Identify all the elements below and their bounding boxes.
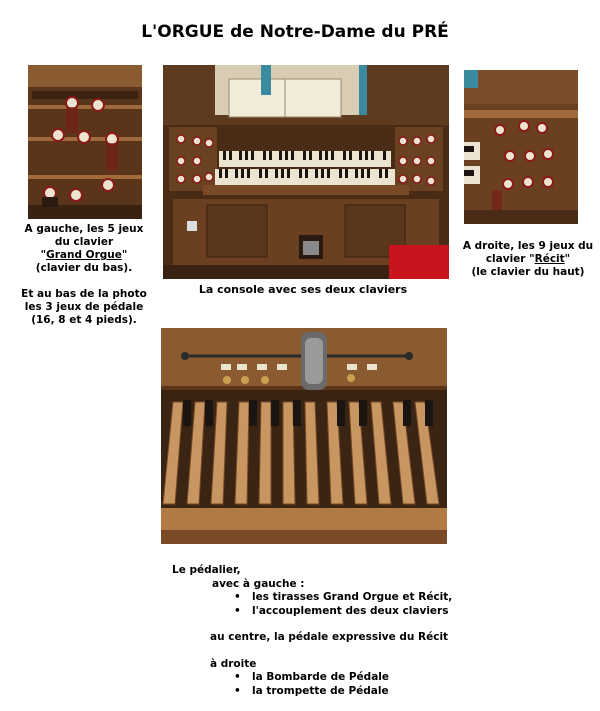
photo-pedalboard (161, 328, 447, 544)
caption-console: La console avec ses deux claviers (198, 283, 408, 296)
caption-recit: A droite, les 9 jeux du clavier "Récit" (le clavier du haut) (462, 240, 594, 278)
caption-grand-orgue: A gauche, les 5 jeux du clavier "Grand Orgue" (clavier du bas). Et au bas de la photo les 3 jeux de pédale (16, 8 et 4 pieds). (21, 223, 147, 326)
list-item: • l'accouplement des deux claviers (234, 605, 452, 619)
recit-label: Récit (534, 253, 565, 265)
list-item: • la trompette de Pédale (234, 685, 452, 699)
pedalier-description: Le pédalier, avec à gauche : • les tirasses Grand Orgue et Récit, • l'accouplement des deux claviers au centre, la pédale expressive du Récit à droite • la Bombarde de Pédale • la trompette de Pédale (172, 564, 452, 698)
left-items-list (234, 591, 452, 618)
list-item: • les tirasses Grand Orgue et Récit, (234, 591, 452, 605)
list-item: • la Bombarde de Pédale (234, 671, 452, 685)
page-title: L'ORGUE de Notre-Dame du PRÉ (141, 22, 449, 42)
photo-grand-orgue-stops (28, 65, 142, 219)
pedalier-heading: Le pédalier, (172, 564, 241, 576)
photo-recit-stops (464, 70, 578, 224)
grand-orgue-label: Grand Orgue (46, 249, 122, 261)
right-items-list (234, 671, 452, 698)
photo-console (163, 65, 449, 279)
